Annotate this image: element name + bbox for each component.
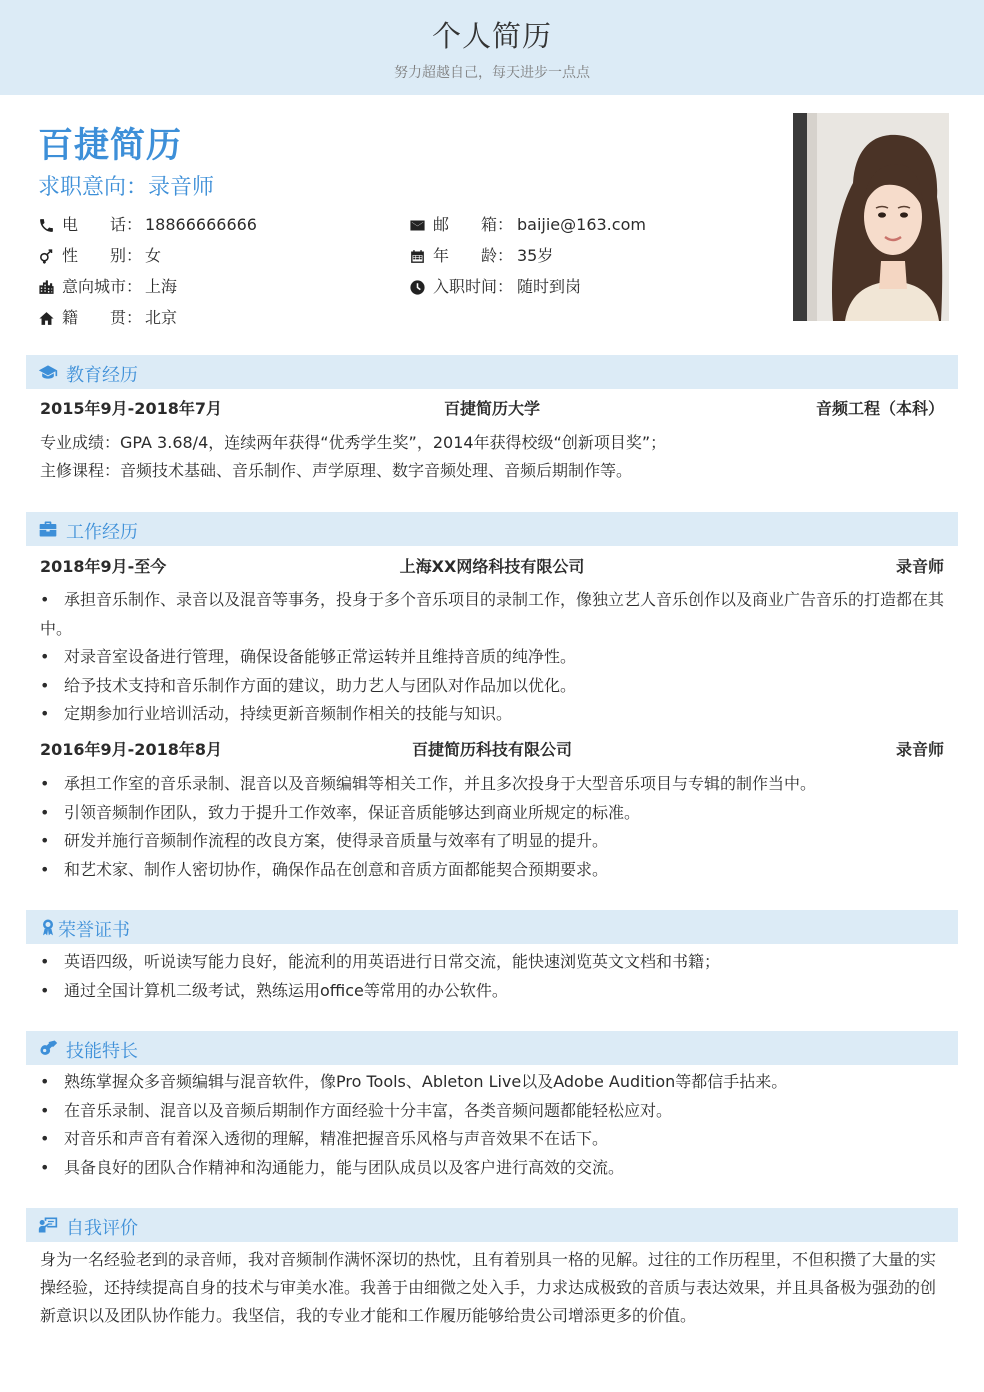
self-title: 自我评价 (66, 1218, 138, 1239)
presenter-icon (38, 1216, 58, 1234)
honors-title: 荣誉证书 (58, 920, 130, 941)
clock-icon (409, 279, 426, 296)
list-item: • 承担音乐制作、录音以及混音等事务，投身于多个音乐项目的录制工作，像独立艺人音乐创作以及商业广告音乐的打造都在其中。 (40, 586, 945, 643)
age-label: 年 龄： (433, 246, 514, 265)
education-details (40, 429, 944, 485)
hometown-value: 北京 (145, 308, 178, 327)
job-intent: 求职意向：录音师 (38, 175, 215, 200)
hometown-label: 籍 贯： (62, 308, 143, 327)
gender-label: 性 别： (62, 246, 143, 265)
profile-photo (793, 113, 949, 321)
start-label: 入职时间： (433, 277, 514, 296)
section-honors (26, 910, 958, 944)
email-label: 邮 箱： (433, 215, 514, 234)
education-row (40, 396, 944, 420)
phone-value: 18866666666 (145, 215, 257, 234)
list-item: • 承担工作室的音乐录制、混音以及音频编辑等相关工作，并且多次投身于大型音乐项目与专辑的制作当中。 (40, 770, 945, 799)
section-skills (26, 1031, 958, 1065)
list-item: • 对音乐和声音有着深入透彻的理解，精准把握音乐风格与声音效果不在话下。 (40, 1125, 945, 1154)
start-value: 随时到岗 (517, 277, 582, 296)
skills-list (40, 1068, 945, 1182)
education-title: 教育经历 (66, 365, 138, 386)
work-title: 工作经历 (66, 522, 138, 543)
honors-list (40, 948, 945, 1005)
education-period: 2015年9月-2018年7月 (40, 399, 222, 418)
gender-value: 女 (145, 246, 162, 265)
list-item: • 给予技术支持和音乐制作方面的建议，助力艺人与团队对作品加以优化。 (40, 672, 945, 701)
age-value: 35岁 (517, 246, 554, 265)
page-title: 个人简历 (431, 19, 552, 53)
header-banner (0, 0, 984, 95)
list-item: • 引领音频制作团队，致力于提升工作效率，保证音质能够达到商业所规定的标准。 (40, 799, 945, 828)
city-icon (38, 279, 55, 296)
job-1-duties (40, 586, 945, 729)
job-1-company: 上海XX网络科技有限公司 (399, 557, 585, 576)
list-item: • 英语四级，听说读写能力良好，能流利的用英语进行日常交流，能快速浏览英文文档和书籍； (40, 948, 945, 977)
list-item: • 熟练掌握众多音频编辑与混音软件，像Pro Tools、Ableton Live以及Adobe Audition等都信手拈来。 (40, 1068, 945, 1097)
skills-title: 技能特长 (66, 1041, 138, 1062)
education-major: 音频工程（本科） (815, 399, 944, 418)
list-item: • 研发并施行音频制作流程的改良方案，使得录音质量与效率有了明显的提升。 (40, 827, 945, 856)
list-item: • 定期参加行业培训活动，持续更新音频制作相关的技能与知识。 (40, 700, 945, 729)
job-2-role: 录音师 (895, 740, 944, 759)
self-text: 身为一名经验老到的录音师，我对音频制作满怀深切的热忱，且有着别具一格的见解。过往的工作历程里，不但积攒了大量的实操经验，还持续提高自身的技术与审美水准。我善于由细微之处入手，力求达成极致的音质与表达效果，并且具备极为强劲的创新意识以及团队协作能力。我坚信，我的专业才能和工作履历能够给贵公司增添更多的价值。 (40, 1250, 937, 1325)
job-1-role: 录音师 (895, 557, 944, 576)
calendar-icon (409, 248, 426, 265)
mail-icon (409, 217, 426, 234)
city-label: 意向城市： (62, 277, 143, 296)
job-2-period: 2016年9月-2018年8月 (40, 740, 222, 759)
list-item: • 通过全国计算机二级考试，熟练运用office等常用的办公软件。 (40, 977, 945, 1006)
education-grades: 专业成绩：GPA 3.68/4，连续两年获得“优秀学生奖”，2014年获得校级“创新项目奖”； (40, 433, 667, 452)
phone-label: 电 话： (62, 215, 143, 234)
city-value: 上海 (145, 277, 178, 296)
home-icon (38, 310, 55, 327)
gender-icon (38, 248, 55, 265)
list-item: • 在音乐录制、混音以及音频后期制作方面经验十分丰富，各类音频问题都能轻松应对。 (40, 1097, 945, 1126)
graduation-cap-icon (38, 363, 58, 381)
job-1-row (40, 554, 944, 578)
job-2-company: 百捷简历科技有限公司 (411, 740, 572, 759)
list-item: • 和艺术家、制作人密切协作，确保作品在创意和音质方面都能契合预期要求。 (40, 856, 945, 885)
guitar-icon (38, 1039, 58, 1057)
education-school: 百捷简历大学 (443, 399, 540, 418)
education-courses: 主修课程：音频技术基础、音乐制作、声学原理、数字音频处理、音频后期制作等。 (40, 461, 633, 480)
phone-icon (38, 217, 55, 234)
list-item: • 对录音室设备进行管理，确保设备能够正常运转并且维持音质的纯净性。 (40, 643, 945, 672)
job-2-duties (40, 770, 945, 884)
section-work (26, 512, 958, 546)
email-value: baijie@163.com (517, 215, 646, 234)
list-item: • 具备良好的团队合作精神和沟通能力，能与团队成员以及客户进行高效的交流。 (40, 1154, 945, 1183)
award-icon (38, 918, 58, 936)
section-education (26, 355, 958, 389)
job-2-row (40, 737, 944, 761)
job-1-period: 2018年9月-至今 (40, 557, 167, 576)
candidate-name: 百捷简历 (38, 126, 183, 166)
section-self (26, 1208, 958, 1242)
portrait-illustration (793, 113, 949, 321)
briefcase-icon (38, 520, 58, 538)
page-subtitle: 努力超越自己，每天进步一点点 (394, 65, 590, 81)
